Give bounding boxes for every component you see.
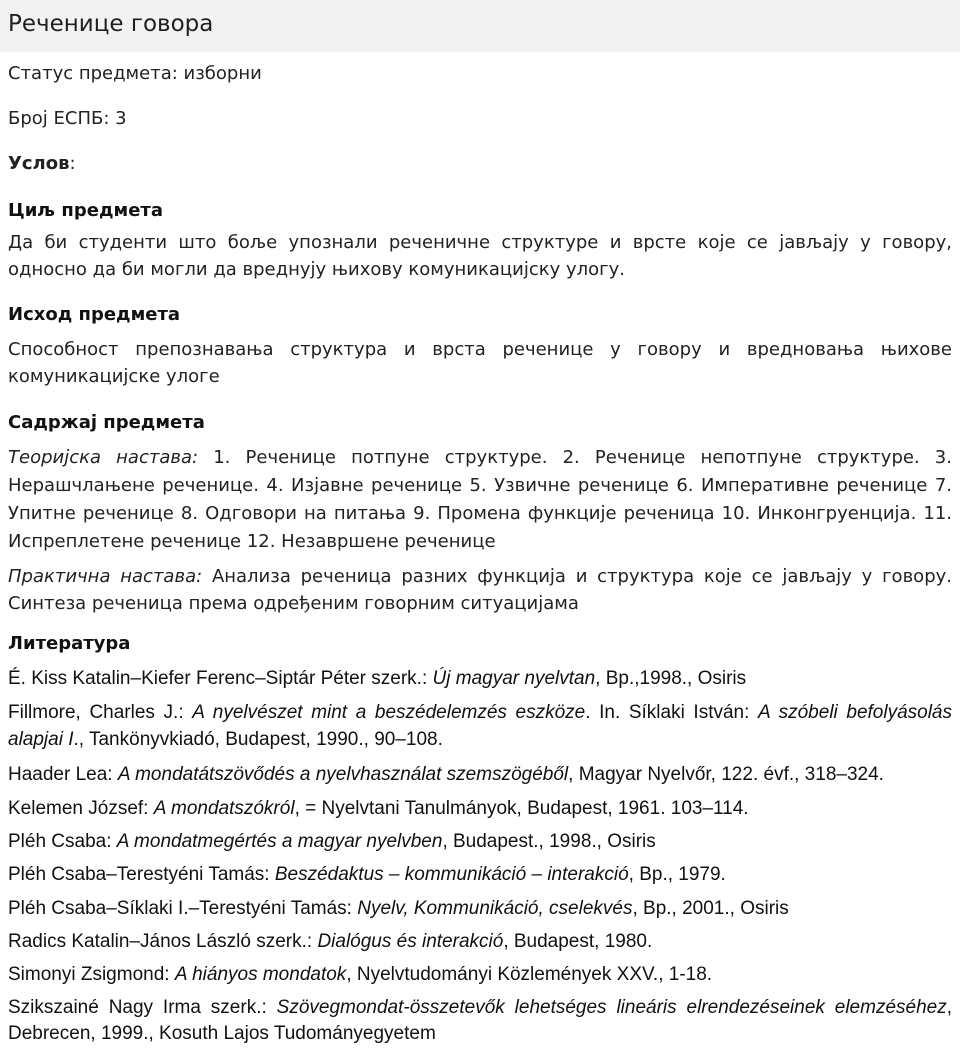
literature-title: A nyelvészet mint a beszédelemzés eszköze: [192, 702, 586, 723]
literature-publication: ., Tankönyvkiadó, Budapest, 1990., 90–108.: [73, 729, 443, 750]
literature-author: Radics Katalin–János László szerk.:: [8, 931, 318, 952]
ects-credits: Број ЕСПБ: 3: [8, 108, 127, 129]
literature-publication: , Bp., 2001., Osiris: [632, 898, 789, 919]
literature-title: A mondatátszövődés a nyelvhasználat szemszögéből: [117, 764, 569, 785]
theory-text: 1. Реченице потпуне структуре. 2. Реченице непотпуне структуре. 3. Нерашчлањене реченице. 4. Изјавне реченице 5. Узвичне реченице 6. Императивне реченице 7. Упитне реченице 8. Одговори на питања 9. Промена функције реченица 10. Инконгруенција. 11. Испреплетене реченице 12. Незавршене реченице: [8, 447, 952, 552]
literature-in-editor: . In. Síklaki István:: [585, 702, 759, 723]
content-heading: Садржај предмета: [8, 412, 205, 433]
literature-publication: , Bp.,1998., Osiris: [595, 668, 747, 689]
literature-title: Dialógus és interakció: [317, 931, 504, 952]
prerequisite-colon: :: [69, 153, 76, 174]
literature-volume-title: A szóbeli befolyásolás alapjai I: [8, 702, 952, 750]
literature-author: Kelemen József:: [8, 798, 154, 819]
literature-author: Fillmore, Charles J.:: [8, 702, 193, 723]
goal-heading: Циљ предмета: [8, 200, 163, 221]
course-status: Статус предмета: изборни: [8, 63, 262, 84]
literature-author: Simonyi Zsigmond:: [8, 964, 175, 985]
literature-item-7: [8, 895, 952, 922]
practice-label: Практична настава:: [8, 566, 203, 587]
literature-heading: Литература: [8, 633, 131, 654]
literature-publication: , Budapest, 1980.: [503, 931, 653, 952]
literature-item-2: [8, 699, 952, 753]
practice-text: Анализа реченица разних функција и структура које се јављају у говору. Синтеза реченица према одређеним говорним ситуацијама: [8, 566, 952, 614]
literature-publication: , Nyelvtudományi Közlemények XXV., 1-18.: [346, 964, 713, 985]
literature-item-10: [8, 995, 952, 1047]
theory-paragraph: [8, 444, 952, 556]
literature-publication: , Debrecen, 1999., Kosuth Lajos Tudományegyetem: [8, 997, 952, 1044]
literature-item-4: [8, 795, 952, 822]
page-title: Реченице говора: [8, 11, 214, 37]
literature-title: Nyelv, Kommunikáció, cselekvés: [357, 898, 633, 919]
literature-publication: , Budapest., 1998., Osiris: [442, 831, 656, 852]
literature-item-3: [8, 761, 952, 788]
literature-title: A mondatszókról: [153, 798, 295, 819]
literature-publication: , Magyar Nyelvőr, 122. évf., 318–324.: [568, 764, 884, 785]
prerequisite-label: Услов: [8, 153, 70, 174]
literature-author: Pléh Csaba–Terestyéni Tamás:: [8, 864, 275, 885]
outcome-text: Способност препознавања структура и врста реченице у говору и вредновања њихове комуникацијске улоге: [8, 339, 952, 387]
literature-author: Szikszainé Nagy Irma szerk.:: [8, 997, 277, 1018]
practice-paragraph: [8, 563, 952, 617]
prerequisite-line: [8, 152, 952, 176]
literature-author: Pléh Csaba–Síklaki I.–Terestyéni Tamás:: [8, 898, 358, 919]
literature-item-6: [8, 861, 952, 888]
title-bar: [0, 0, 960, 52]
outcome-heading: Исход предмета: [8, 304, 181, 325]
literature-title: Szövegmondat-összetevők lehetséges lineáris elrendezéseinek elemzéséhez: [276, 997, 947, 1018]
literature-title: A hiányos mondatok: [174, 964, 347, 985]
literature-item-8: [8, 928, 952, 955]
literature-title: Új magyar nyelvtan: [432, 668, 596, 689]
literature-item-1: [8, 665, 952, 692]
literature-author: Haader Lea:: [8, 764, 118, 785]
theory-label: Теоријска настава:: [8, 447, 199, 468]
literature-title: Beszédaktus – kommunikáció – interakció: [274, 864, 629, 885]
literature-publication: , = Nyelvtani Tanulmányok, Budapest, 1961. 103–114.: [294, 798, 749, 819]
literature-item-9: [8, 961, 952, 988]
literature-publication: , Bp., 1979.: [628, 864, 726, 885]
literature-author: É. Kiss Katalin–Kiefer Ferenc–Siptár Péter szerk.:: [8, 668, 433, 689]
literature-title: A mondatmegértés a magyar nyelvben: [116, 831, 443, 852]
literature-item-5: [8, 828, 952, 855]
literature-author: Pléh Csaba:: [8, 831, 117, 852]
goal-text: Да би студенти што боље упознали реченичне структуре и врсте које се јављају у говору, односно да би могли да вреднују њихову комуникацијску улогу.: [8, 232, 952, 280]
